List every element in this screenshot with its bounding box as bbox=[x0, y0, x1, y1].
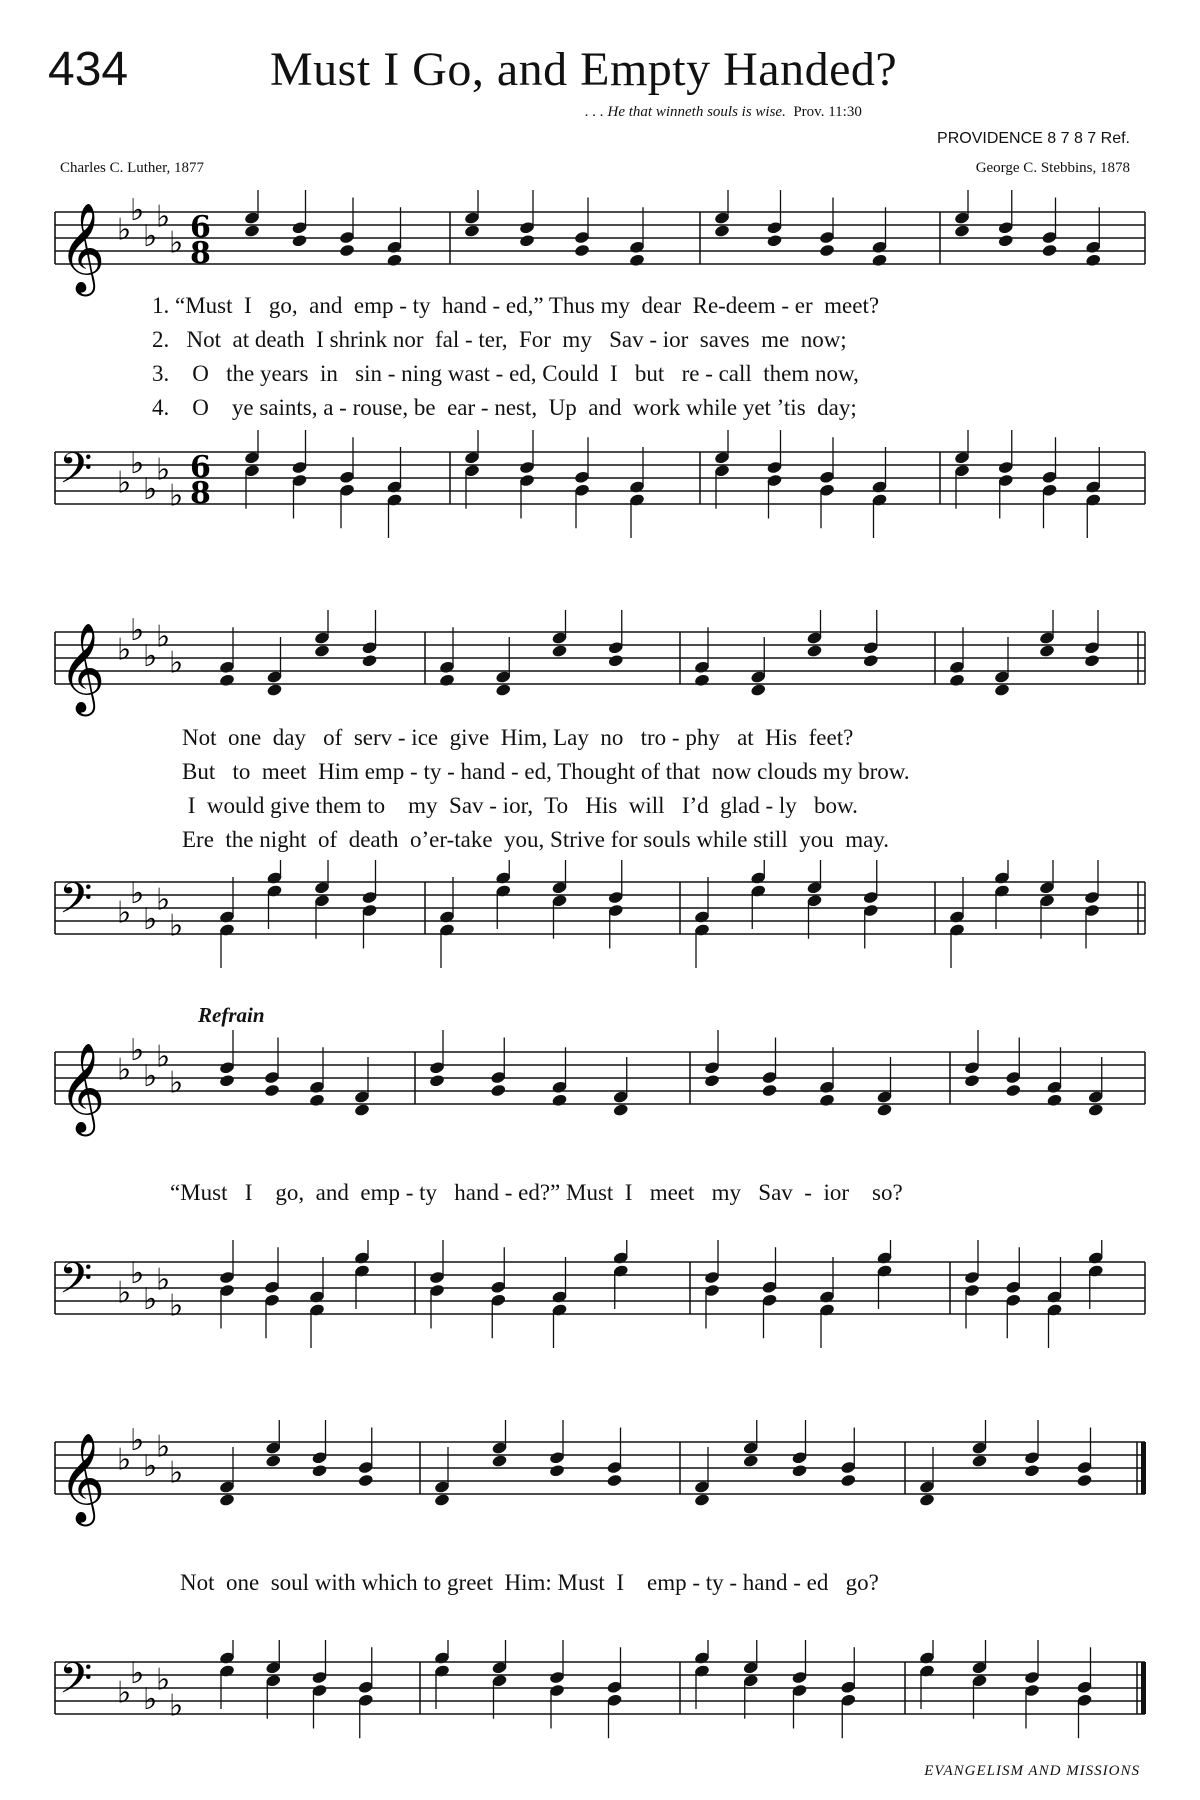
footer-category: EVANGELISM AND MISSIONS bbox=[924, 1763, 1140, 1779]
svg-text:𝄢: 𝄢 bbox=[59, 444, 93, 504]
refrain-label: Refrain bbox=[198, 1003, 265, 1027]
svg-text:♭: ♭ bbox=[169, 1455, 184, 1491]
svg-text:♭: ♭ bbox=[156, 1429, 171, 1465]
svg-text:♭: ♭ bbox=[143, 1449, 158, 1484]
tune-name: PROVIDENCE 8 7 8 7 Ref. bbox=[937, 130, 1130, 147]
verse-2-line-1: 2. Not at death I shrink nor fal - ter, For my Sav - ior saves me now; bbox=[152, 327, 847, 352]
svg-text:♭: ♭ bbox=[130, 1656, 145, 1691]
svg-text:♭: ♭ bbox=[130, 1033, 145, 1068]
svg-text:♭: ♭ bbox=[117, 1052, 132, 1088]
system-4-bass-staff bbox=[0, 1640, 1200, 1755]
system-4-treble-staff bbox=[0, 1420, 1200, 1535]
svg-text:6: 6 bbox=[190, 210, 211, 245]
svg-text:𝄢: 𝄢 bbox=[59, 874, 93, 934]
verse-3-line-1: 3. O the years in sin - ning wast - ed, Could I but re - call them now, bbox=[152, 361, 859, 386]
svg-text:♭: ♭ bbox=[117, 1675, 132, 1711]
verse-2-line-2: But to meet Him emp - ty - hand - ed, Thought of that now clouds my brow. bbox=[182, 759, 910, 784]
svg-text:♭: ♭ bbox=[156, 1262, 171, 1298]
svg-text:♭: ♭ bbox=[130, 613, 145, 648]
verse-4-line-1: 4. O ye saints, a - rouse, be ear - nest, Up and work while yet ’tis day; bbox=[152, 395, 857, 420]
svg-text:♭: ♭ bbox=[117, 465, 132, 501]
svg-text:♭: ♭ bbox=[117, 1275, 132, 1311]
system-1-bass-staff bbox=[0, 430, 1200, 545]
svg-text:♭: ♭ bbox=[117, 895, 132, 931]
svg-text:𝄞: 𝄞 bbox=[59, 623, 106, 713]
svg-text:♭: ♭ bbox=[169, 478, 184, 514]
svg-text:♭: ♭ bbox=[143, 1282, 158, 1317]
svg-text:♭: ♭ bbox=[130, 193, 145, 228]
svg-text:♭: ♭ bbox=[169, 908, 184, 944]
svg-text:6: 6 bbox=[190, 450, 211, 485]
hymn-title: Must I Go, and Empty Handed? bbox=[270, 43, 898, 96]
system-3-treble-staff bbox=[0, 1030, 1200, 1145]
svg-text:𝄞: 𝄞 bbox=[59, 1043, 106, 1133]
refrain-line-1: “Must I go, and emp - ty hand - ed?” Must I meet my Sav - ior so? bbox=[170, 1180, 903, 1205]
svg-text:♭: ♭ bbox=[143, 902, 158, 937]
svg-text:♭: ♭ bbox=[156, 199, 171, 235]
svg-text:♭: ♭ bbox=[143, 219, 158, 254]
system-3-bass-staff bbox=[0, 1240, 1200, 1355]
svg-text:♭: ♭ bbox=[143, 472, 158, 507]
verse-3-line-2: I would give them to my Sav - ior, To His will I’d glad - ly bow. bbox=[182, 793, 858, 818]
svg-text:♭: ♭ bbox=[117, 212, 132, 248]
svg-text:♭: ♭ bbox=[169, 1065, 184, 1101]
svg-text:𝄢: 𝄢 bbox=[59, 1654, 93, 1714]
svg-text:♭: ♭ bbox=[169, 645, 184, 681]
verse-1-line-2: Not one day of serv - ice give Him, Lay no tro - phy at His feet? bbox=[182, 725, 854, 750]
epigraph-reference: Prov. 11:30 bbox=[793, 104, 862, 120]
svg-text:♭: ♭ bbox=[130, 1256, 145, 1291]
author-credit: Charles C. Luther, 1877 bbox=[60, 160, 204, 176]
hymn-number: 434 bbox=[48, 43, 129, 96]
system-2-bass-staff bbox=[0, 860, 1200, 975]
svg-text:♭: ♭ bbox=[156, 1039, 171, 1075]
svg-text:♭: ♭ bbox=[156, 882, 171, 918]
epigraph-text: . . . He that winneth souls is wise. bbox=[585, 104, 786, 120]
svg-text:♭: ♭ bbox=[169, 1688, 184, 1724]
svg-text:♭: ♭ bbox=[143, 1059, 158, 1094]
svg-text:𝄞: 𝄞 bbox=[59, 203, 106, 293]
svg-text:𝄞: 𝄞 bbox=[59, 1433, 106, 1523]
svg-text:♭: ♭ bbox=[143, 1682, 158, 1717]
refrain-line-2: Not one soul with which to greet Him: Must I emp - ty - hand - ed go? bbox=[180, 1570, 879, 1595]
svg-text:𝄢: 𝄢 bbox=[59, 1254, 93, 1314]
svg-text:♭: ♭ bbox=[156, 452, 171, 488]
svg-text:♭: ♭ bbox=[169, 225, 184, 261]
svg-text:♭: ♭ bbox=[143, 639, 158, 674]
svg-text:♭: ♭ bbox=[130, 876, 145, 911]
svg-text:♭: ♭ bbox=[130, 446, 145, 481]
svg-text:♭: ♭ bbox=[117, 1442, 132, 1478]
svg-text:♭: ♭ bbox=[156, 619, 171, 655]
epigraph bbox=[585, 104, 862, 121]
svg-text:♭: ♭ bbox=[130, 1423, 145, 1458]
verse-1-line-1: 1. “Must I go, and emp - ty hand - ed,” Thus my dear Re-deem - er meet? bbox=[152, 293, 880, 318]
system-2-treble-staff bbox=[0, 610, 1200, 725]
composer-credit: George C. Stebbins, 1878 bbox=[975, 160, 1130, 176]
svg-text:♭: ♭ bbox=[117, 632, 132, 668]
system-1-treble-staff bbox=[0, 190, 1200, 305]
svg-text:♭: ♭ bbox=[156, 1662, 171, 1698]
verse-4-line-2: Ere the night of death o’er-take you, Strive for souls while still you may. bbox=[182, 827, 890, 852]
svg-text:♭: ♭ bbox=[169, 1288, 184, 1324]
svg-text:8: 8 bbox=[190, 236, 211, 271]
svg-text:8: 8 bbox=[190, 476, 211, 511]
